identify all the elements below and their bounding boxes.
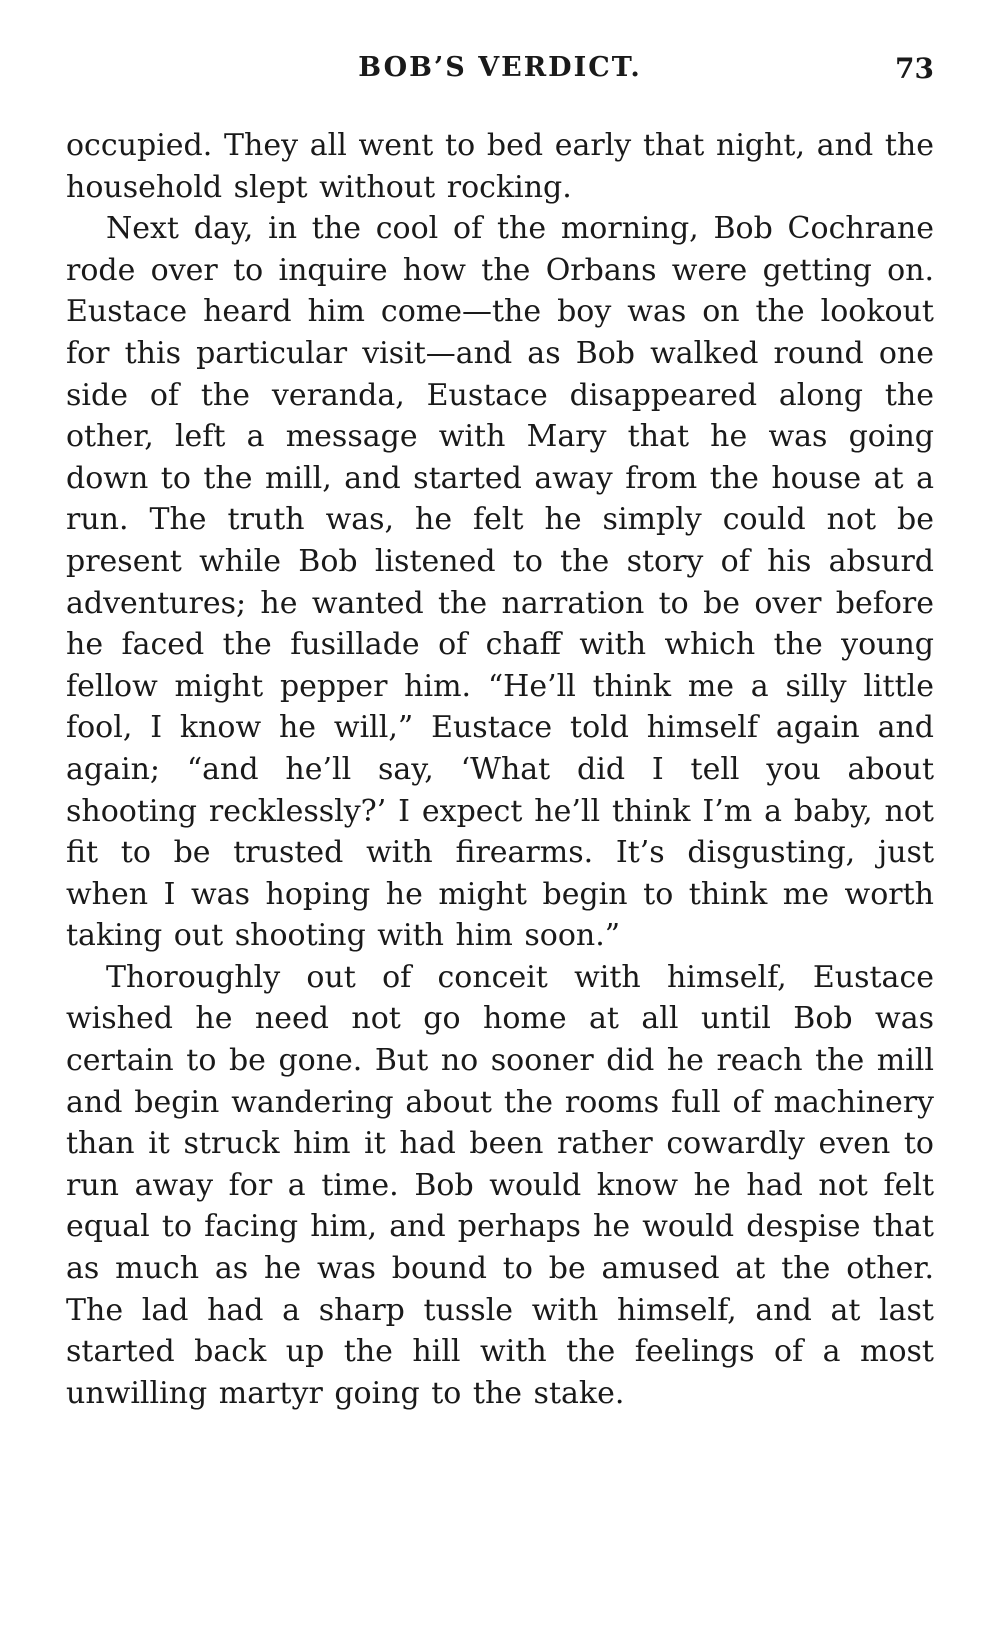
page-number: 73 <box>895 52 934 85</box>
paragraph-continued: occupied. They all went to bed early that night, and the household slept without rocking. <box>66 128 934 205</box>
paragraph: Thoroughly out of conceit with himself, Eustace wished he need not go home at all until Bob was certain to be gone. But no sooner did he reach the mill and begin wandering about the rooms full of machinery than it struck him it had been rather cowardly even to run away for a time. Bob would know he had not felt equal to facing him, and perhaps he would despise that as much as he was bound to be amused at the other. The lad had a sharp tussle with himself, and at last started back up the hill with the feelings of a most unwilling martyr going to the stake. <box>66 959 934 1411</box>
body-text <box>66 125 934 1414</box>
paragraph: Next day, in the cool of the morning, Bob Cochrane rode over to inquire how the Orbans were getting on. Eustace heard him come—the boy was on the lookout for this particular visit—and as Bob walked round one side of the veranda, Eustace disappeared along the other, left a message with Mary that he was going down to the mill, and started away from the house at a run. The truth was, he felt he simply could not be present while Bob listened to the story of his absurd adventures; he wanted the narration to be over before he faced the fusillade of chaff with which the young fellow might pepper him. “He’ll think me a silly little fool, I know he will,” Eustace told himself again and again; “and he’ll say, ‘What did I tell you about shooting recklessly?’ I expect he’ll think I’m a baby, not fit to be trusted with firearms. It’s disgusting, just when I was hoping he might begin to think me worth taking out shooting with him soon.” <box>66 211 934 954</box>
running-head <box>66 52 934 92</box>
running-title: BOB’S VERDICT. <box>358 52 642 83</box>
